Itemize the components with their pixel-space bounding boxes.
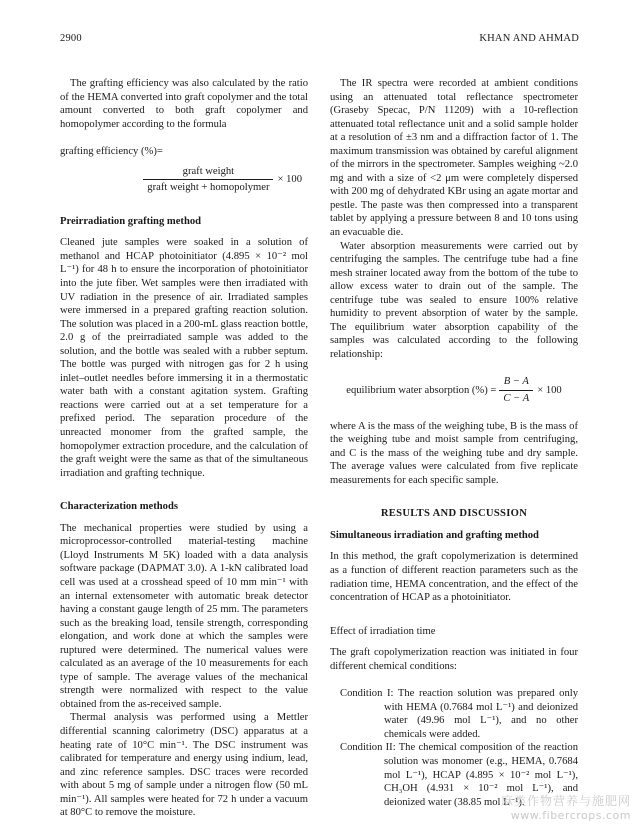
water-absorption-paragraph: Water absorption measurements were carried out by centrifuging the samples. The centrifuge tube had a fine mesh strainer located away from the bottom of the tube to allow excess water to drain out of the sample. The centrifuge tube was sealed to ensure 100% relative humidity to prevent absorption of water by the sample. The equilibrium water absorption capability of the samples was calculated according to the following relationship: — [330, 240, 578, 360]
equation-multiplier: × 100 — [277, 174, 302, 185]
subsection-heading-irradiation-time: Effect of irradiation time — [330, 625, 436, 637]
equation-numerator: B − A — [503, 376, 529, 388]
grafting-efficiency-equation — [60, 145, 308, 195]
irradiation-time-paragraph: The graft copolymerization reaction was initiated in four different chemical conditions: — [330, 647, 578, 672]
section-heading-simultaneous: Simultaneous irradiation and grafting method — [330, 529, 539, 541]
preirradiation-paragraph: Cleaned jute samples were soaked in a solution of methanol and HCAP photoinitiator (4.895 × 10⁻² mol L⁻¹) for 48 h to ensure the incorporation of photoinitiator into the jute fiber. Wet samples were then irradiated with UV radiation in the presence of air. Irradiated samples were immersed in a prepared grafting reaction solution. The solution was placed in a 200-mL glass reaction bottle, 2.0 g of the preirradiated sample was added to the solution, and the bottle was sealed with a rubber septum. The bottle was purged with nitrogen gas for 2 h using inlet–outlet needles before immersing it in a thermostatic water bath with a constant agitation system. Grafting reactions were carried out at a set temperature for a prefixed period. The separation procedure of the unreacted monomer from the grafted sample, the homopolymer extraction procedure, and the calculation of the graft weight were the same as that of the simultaneous irradiation and grafting technique. — [60, 237, 308, 479]
equation-denominator: graft weight + homopolymer — [143, 179, 273, 195]
condition-2-item: Condition II: The chemical composition of the reaction solution was monomer (e.g., HEMA, 0.7684 mol L⁻¹), HCAP (4.895 × 10⁻² mol L⁻¹), CH₃OH (4.931 × 10⁻² mol L⁻¹), and deionized water (38.85 mol L⁻¹). — [340, 742, 578, 808]
mechanical-properties-paragraph: The mechanical properties were studied by using a microprocessor-controlled material-testing machine (Lloyd Instruments M 5K) loaded with a data analysis software package (DAPMAT 3.0). A 1-kN calibrated load cell was used at a crosshead speed of 10 mm min⁻¹ with an internal extensometer with automatic break detector having a constant gauge length of 25 mm. The parameters such as the breaking load, tensile strength, corresponding elongation, and work done at which the samples were ruptured were determined. The numerical values were calculated as an average of the 10 measurements for each type of sample. The average values of the mechanical strength were normalized with respect to the value obtained from the as-received sample. — [60, 522, 308, 710]
running-title: KHAN AND AHMAD — [479, 33, 579, 44]
thermal-analysis-paragraph: Thermal analysis was performed using a Mettler differential scanning calorimetry (DSC) apparatus at a heating rate of 10°C min⁻¹. The DSC instrument was calibrated for temperature and energy using indium, lead, and zinc reference samples. DSC traces were recorded with about 5 mg of sample under a nitrogen flow (50 mL min⁻¹). All samples were heated for 72 h under a vacuum at 80°C to remove the moisture. — [60, 712, 308, 819]
equation-multiplier: × 100 — [537, 384, 562, 396]
left-column — [60, 77, 308, 820]
section-heading-results: RESULTS AND DISCUSSION — [380, 508, 528, 520]
right-column — [330, 77, 578, 809]
section-heading-characterization: Characterization methods — [60, 501, 178, 513]
ir-spectra-paragraph: The IR spectra were recorded at ambient conditions using an attenuated total reflectance spectrometer (Graseby Specac, P/N 11209) with a 10-reflection attenuated total reflectance unit and a solid sample holder at a resolution of ±3 nm and a diffraction factor of 1. The maximum transmission was obtained by careful alignment of the mirrors in the spectrometer. Samples weighing ~2.0 mg and with a size of <2 μm were completely dispersed with 200 mg of dehydrated KBr using an agate mortar and pestle. The paste was then compressed into a transparent tablet by applying a pressure between 8 and 10 tons using an evacuable die. — [330, 78, 578, 239]
simultaneous-method-paragraph: In this method, the graft copolymerization is determined as a function of different reaction parameters such as the radiation time, HEMA concentration, and the effect of the concentration of HCAP as a photoinitiator. — [330, 551, 578, 604]
page-number: 2900 — [60, 33, 82, 44]
equation-lhs: grafting efficiency (%)= — [60, 146, 163, 158]
watermark-title: 麻类作物营养与施肥网 — [500, 794, 631, 808]
equation-lhs: equilibrium water absorption (%) = — [346, 384, 497, 396]
site-watermark — [501, 792, 631, 822]
equation-fraction — [143, 165, 273, 195]
watermark-url: www.fibercrops.com — [510, 809, 631, 822]
grafting-intro-paragraph: The grafting efficiency was also calculated by the ratio of the HEMA converted into graft copolymer and the total amount converted to both graft copolymer and homopolymer according to the formula — [60, 78, 308, 130]
section-heading-preirradiation: Preirradiation grafting method — [60, 215, 202, 227]
equation-denominator: C − A — [499, 390, 533, 406]
equation-fraction — [499, 375, 533, 405]
variable-definitions-paragraph: where A is the mass of the weighing tube, B is the mass of the weighing tube and moist sample from centrifuging, and C is the mass of the weighing tube and dry sample. The average values were calculated from five replicate measurements for each specific sample. — [330, 420, 578, 486]
water-absorption-equation — [330, 375, 578, 405]
equation-numerator: graft weight — [182, 165, 235, 177]
condition-1-item: Condition I: The reaction solution was prepared only with HEMA (0.7684 mol L⁻¹) and deionized water (49.96 mol L⁻¹), and no other chemicals were added. — [340, 688, 578, 740]
